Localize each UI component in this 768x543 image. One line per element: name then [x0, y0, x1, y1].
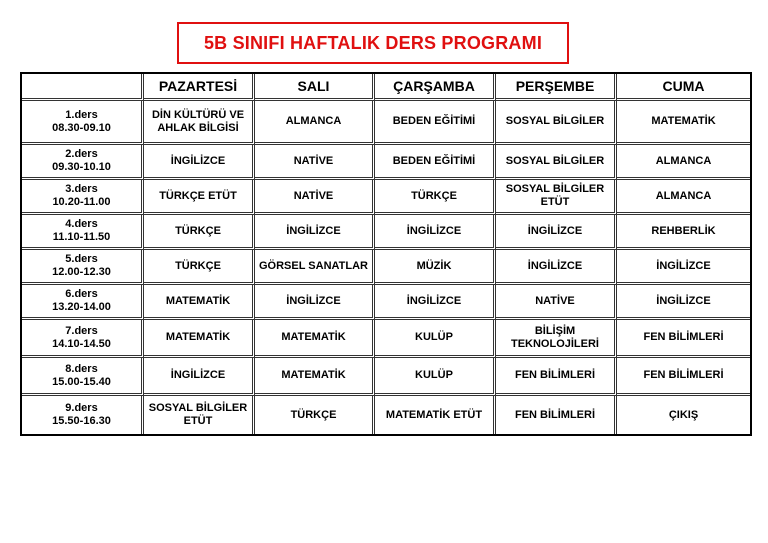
lesson-time: 12.00-12.30 — [52, 266, 111, 278]
lesson-cell: İNGİLİZCE — [255, 215, 375, 250]
header-day-monday: PAZARTESİ — [144, 74, 255, 101]
table-row — [22, 250, 750, 285]
lesson-cell: TÜRKÇE — [255, 396, 375, 434]
lesson-cell: İNGİLİZCE — [617, 285, 750, 320]
table-row — [22, 320, 750, 358]
table-row — [22, 101, 750, 145]
lesson-cell: ÇIKIŞ — [668, 408, 699, 421]
lesson-cell: İNGİLİZCE — [144, 358, 255, 396]
lesson-time: 11.10-11.50 — [52, 231, 111, 243]
table-row — [22, 358, 750, 396]
lesson-cell: İNGİLİZCE — [144, 145, 255, 180]
period-cell — [22, 320, 144, 358]
period-cell — [22, 101, 144, 145]
header-day-wednesday: ÇARŞAMBA — [375, 74, 496, 101]
lesson-cell: SOSYAL BİLGİLER ETÜT — [496, 180, 617, 215]
lesson-number: 9.ders — [65, 402, 98, 414]
period-cell — [22, 285, 144, 320]
lesson-number: 4.ders — [65, 218, 98, 230]
header-day-tuesday: SALI — [255, 74, 375, 101]
lesson-cell: FEN BİLİMLERİ — [496, 358, 617, 396]
lesson-cell: MATEMATİK ETÜT — [375, 396, 496, 434]
period-cell — [22, 180, 144, 215]
period-cell — [22, 145, 144, 180]
title-box — [177, 22, 569, 64]
header-row — [22, 74, 750, 101]
lesson-cell: KULÜP — [375, 320, 496, 358]
lesson-cell: İNGİLİZCE — [375, 285, 496, 320]
lesson-number: 8.ders — [65, 362, 98, 375]
period-cell — [22, 250, 144, 285]
lesson-cell: BEDEN EĞİTİMİ — [375, 145, 496, 180]
lesson-cell: TÜRKÇE — [375, 180, 496, 215]
lesson-cell: REHBERLİK — [617, 215, 750, 250]
table-row — [22, 285, 750, 320]
lesson-cell: BİLİŞİM TEKNOLOJİLERİ — [496, 320, 617, 358]
lesson-time: 10.20-11.00 — [52, 196, 111, 208]
lesson-cell: DİN KÜLTÜRÜ VE AHLAK BİLGİSİ — [144, 101, 255, 145]
lesson-number: 3.ders — [65, 183, 98, 195]
lesson-cell: MATEMATİK — [255, 358, 375, 396]
schedule-table — [20, 72, 752, 436]
table-row — [22, 145, 750, 180]
table-row — [22, 180, 750, 215]
lesson-number: 1.ders — [65, 108, 98, 121]
lesson-time: 15.50-16.30 — [52, 415, 111, 427]
page-title: 5B SINIFI HAFTALIK DERS PROGRAMI — [203, 32, 543, 53]
header-corner-cell — [22, 74, 144, 101]
lesson-cell: SOSYAL BİLGİLER — [496, 101, 617, 145]
lesson-number: 2.ders — [65, 148, 98, 160]
table-row — [22, 396, 750, 434]
lesson-cell: NATİVE — [496, 285, 617, 320]
lesson-cell: FEN BİLİMLERİ — [496, 396, 617, 434]
lesson-time: 08.30-09.10 — [52, 121, 111, 134]
lesson-cell: MATEMATİK — [144, 285, 255, 320]
lesson-cell: ALMANCA — [617, 145, 750, 180]
lesson-number: 6.ders — [65, 288, 98, 300]
lesson-time: 13.20-14.00 — [52, 301, 111, 313]
lesson-cell: TÜRKÇE — [144, 250, 255, 285]
lesson-cell: TÜRKÇE ETÜT — [144, 180, 255, 215]
lesson-cell: ALMANCA — [617, 180, 750, 215]
lesson-cell: NATİVE — [255, 180, 375, 215]
lesson-time: 15.00-15.40 — [52, 375, 111, 388]
lesson-cell: İNGİLİZCE — [496, 250, 617, 285]
lesson-cell: İNGİLİZCE — [617, 250, 750, 285]
lesson-cell: MATEMATİK — [255, 320, 375, 358]
lesson-number: 5.ders — [65, 253, 98, 265]
lesson-cell: MÜZİK — [375, 250, 496, 285]
lesson-cell: GÖRSEL SANATLAR — [255, 250, 375, 285]
period-cell — [22, 358, 144, 396]
lesson-cell: TÜRKÇE — [144, 215, 255, 250]
lesson-cell: İNGİLİZCE — [255, 285, 375, 320]
lesson-cell: SOSYAL BİLGİLER ETÜT — [144, 396, 255, 434]
period-cell — [22, 215, 144, 250]
lesson-cell: BEDEN EĞİTİMİ — [375, 101, 496, 145]
lesson-cell: KULÜP — [375, 358, 496, 396]
lesson-time: 14.10-14.50 — [52, 337, 111, 350]
lesson-time: 09.30-10.10 — [52, 161, 111, 173]
lesson-cell: MATEMATİK — [144, 320, 255, 358]
lesson-cell: SOSYAL BİLGİLER — [496, 145, 617, 180]
lesson-cell: FEN BİLİMLERİ — [617, 320, 750, 358]
lesson-number: 7.ders — [65, 324, 98, 337]
lesson-cell: İNGİLİZCE — [375, 215, 496, 250]
header-day-thursday: PERŞEMBE — [496, 74, 617, 101]
lesson-cell: MATEMATİK — [617, 101, 750, 145]
period-cell — [22, 396, 144, 434]
header-day-friday: CUMA — [617, 74, 750, 101]
lesson-cell: FEN BİLİMLERİ — [617, 358, 750, 396]
table-row — [22, 215, 750, 250]
lesson-cell: ALMANCA — [255, 101, 375, 145]
lesson-cell: İNGİLİZCE — [496, 215, 617, 250]
lesson-cell: NATİVE — [255, 145, 375, 180]
